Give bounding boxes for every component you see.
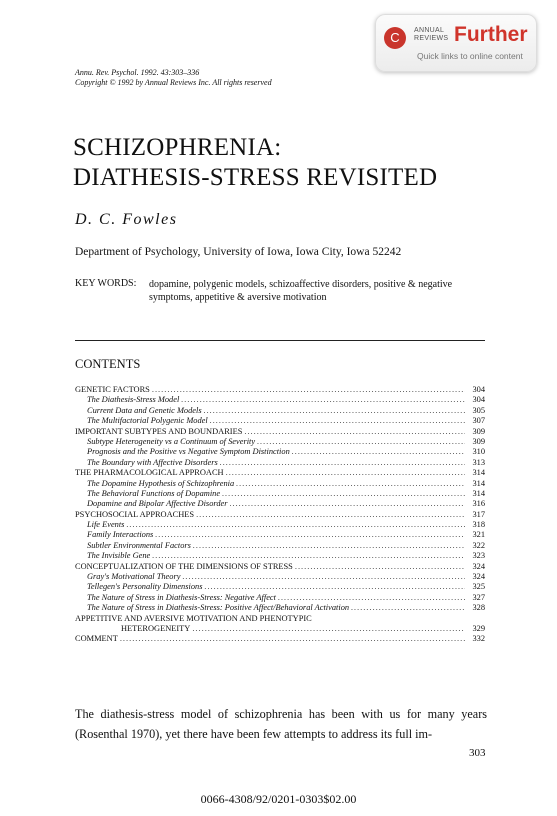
toc-entry[interactable] — [75, 499, 485, 509]
toc-entry-page: 309 — [472, 436, 485, 446]
toc-entry-title: The Nature of Stress in Diathesis-Stress: Negative Affect — [87, 592, 276, 602]
toc-entry-page: 314 — [472, 488, 485, 498]
toc-entry-page: 309 — [472, 426, 485, 436]
toc-entry[interactable] — [75, 582, 485, 592]
toc-entry[interactable] — [75, 520, 485, 530]
toc-entry-title: HETEROGENEITY — [121, 623, 191, 633]
toc-leader-dots — [230, 499, 466, 509]
toc-entry[interactable] — [75, 489, 485, 499]
toc-entry[interactable] — [75, 395, 485, 405]
toc-leader-dots — [152, 551, 465, 561]
toc-entry-title: Subtype Heterogeneity vs a Continuum of Severity — [87, 436, 256, 446]
toc-entry-title: IMPORTANT SUBTYPES AND BOUNDARIES — [75, 426, 243, 436]
author-affiliation: Department of Psychology, University of Iowa, Iowa City, Iowa 52242 — [75, 246, 402, 258]
toc-entry-title: THE PHARMACOLOGICAL APPROACH — [75, 468, 224, 478]
toc-entry-title: Prognosis and the Positive vs Negative Symptom Distinction — [87, 447, 290, 457]
toc-entry[interactable] — [75, 468, 485, 478]
toc-leader-dots — [120, 634, 465, 644]
author-name: D. C. Fowles — [75, 211, 178, 228]
toc-leader-dots — [244, 427, 465, 437]
annual-reviews-logo-icon: C — [384, 27, 406, 49]
toc-entry-page: 321 — [472, 530, 485, 540]
keywords-label: KEY WORDS: — [75, 278, 137, 289]
toc-entry-page: 322 — [472, 540, 485, 550]
toc-entry-title: The Boundary with Affective Disorders — [87, 457, 218, 467]
toc-leader-dots — [222, 489, 465, 499]
toc-entry[interactable] — [75, 479, 485, 489]
toc-entry[interactable] — [75, 593, 485, 603]
toc-leader-dots — [292, 447, 465, 457]
toc-leader-dots — [182, 572, 465, 582]
toc-leader-dots — [155, 530, 465, 540]
toc-entry-page: 305 — [472, 405, 485, 415]
toc-entry-title: Family Interactions — [87, 530, 154, 540]
toc-entry[interactable] — [75, 458, 485, 468]
page-number: 303 — [469, 747, 486, 759]
section-divider — [75, 340, 485, 341]
banner-reviews-text: REVIEWS — [414, 35, 449, 42]
toc-entry-title: CONCEPTUALIZATION OF THE DIMENSIONS OF STRESS — [75, 561, 293, 571]
toc-entry-page: 304 — [472, 384, 485, 394]
toc-leader-dots — [193, 541, 465, 551]
toc-leader-dots — [210, 416, 465, 426]
toc-leader-dots — [126, 520, 465, 530]
toc-leader-dots — [204, 582, 465, 592]
price-code: 0066-4308/92/0201-0303$02.00 — [200, 792, 357, 806]
toc-entry-title: The Dopamine Hypothesis of Schizophrenia — [87, 478, 235, 488]
toc-entry[interactable] — [75, 447, 485, 457]
toc-entry-title: APPETITIVE AND AVERSIVE MOTIVATION AND PHENOTYPIC — [75, 613, 312, 623]
toc-entry[interactable] — [75, 530, 485, 540]
annual-reviews-further-banner[interactable] — [375, 14, 537, 72]
toc-leader-dots — [236, 479, 465, 489]
toc-entry-page: 316 — [472, 499, 485, 509]
toc-entry[interactable] — [75, 572, 485, 582]
toc-leader-dots — [257, 437, 465, 447]
contents-heading: CONTENTS — [75, 357, 141, 371]
toc-entry[interactable] — [75, 385, 485, 395]
keywords-text: dopamine, polygenic models, schizoaffective disorders, positive & negative symptoms, appetitive & aversive motivation — [149, 279, 453, 303]
toc-entry[interactable] — [75, 614, 485, 624]
toc-entry-page: 317 — [472, 509, 485, 519]
toc-entry-title: Life Events — [87, 520, 125, 530]
toc-entry[interactable] — [75, 624, 485, 634]
article-title-line-1: SCHIZOPHRENIA: — [73, 134, 282, 161]
toc-entry-page: 323 — [472, 551, 485, 561]
toc-entry[interactable] — [75, 406, 485, 416]
toc-entry-page: 325 — [472, 582, 485, 592]
toc-entry[interactable] — [75, 416, 485, 426]
toc-leader-dots — [152, 385, 465, 395]
toc-entry-title: The Nature of Stress in Diathesis-Stress: Positive Affect/Behavioral Activation — [87, 603, 350, 613]
toc-entry-title: Gray's Motivational Theory — [87, 572, 181, 582]
toc-leader-dots — [226, 468, 465, 478]
toc-entry-title: The Invisible Gene — [87, 551, 151, 561]
toc-leader-dots — [192, 624, 465, 634]
toc-leader-dots — [351, 603, 465, 613]
article-title-line-2: DIATHESIS-STRESS REVISITED — [73, 164, 438, 191]
toc-entry-title: Tellegen's Personality Dimensions — [87, 582, 203, 592]
toc-entry[interactable] — [75, 541, 485, 551]
toc-entry-title: GENETIC FACTORS — [75, 384, 150, 394]
toc-entry[interactable] — [75, 427, 485, 437]
toc-entry[interactable] — [75, 603, 485, 613]
toc-entry-page: 327 — [472, 592, 485, 602]
toc-entry-title: The Multifactorial Polygenic Model — [87, 416, 208, 426]
copyright-line: Copyright © 1992 by Annual Reviews Inc. All rights reserved — [75, 78, 272, 87]
toc-leader-dots — [196, 510, 465, 520]
toc-leader-dots — [295, 562, 465, 572]
toc-leader-dots — [278, 593, 465, 603]
banner-further-text: Further — [454, 23, 528, 46]
toc-leader-dots — [204, 406, 465, 416]
toc-entry-title: Current Data and Genetic Models — [87, 405, 202, 415]
toc-entry-page: 324 — [472, 561, 485, 571]
table-of-contents — [75, 385, 485, 645]
toc-entry[interactable] — [75, 634, 485, 644]
toc-entry-title: The Diathesis-Stress Model — [87, 395, 180, 405]
banner-annual-text: ANNUAL — [414, 27, 445, 34]
toc-entry-page: 314 — [472, 468, 485, 478]
toc-entry-page: 313 — [472, 457, 485, 467]
body-paragraph: The diathesis-stress model of schizophrenia has been with us for many years (Rosenthal 1970), yet there have been few attempts to address its full im- — [75, 707, 487, 741]
toc-entry-page: 318 — [472, 520, 485, 530]
annual-reviews-wordmark — [414, 27, 448, 43]
toc-entry-title: Subtler Environmental Factors — [87, 540, 191, 550]
toc-entry-page: 329 — [472, 623, 485, 633]
toc-entry-page: 304 — [472, 395, 485, 405]
toc-leader-dots — [220, 458, 465, 468]
toc-entry-title: PSYCHOSOCIAL APPROACHES — [75, 509, 195, 519]
toc-entry-page: 332 — [472, 634, 485, 644]
toc-entry-title: Dopamine and Bipolar Affective Disorder — [87, 499, 228, 509]
toc-entry-page: 314 — [472, 478, 485, 488]
toc-entry-page: 328 — [472, 603, 485, 613]
toc-entry[interactable] — [75, 551, 485, 561]
journal-citation: Annu. Rev. Psychol. 1992. 43:303–336 — [75, 68, 200, 77]
toc-leader-dots — [181, 395, 465, 405]
toc-entry[interactable] — [75, 437, 485, 447]
toc-entry[interactable] — [75, 562, 485, 572]
toc-entry[interactable] — [75, 510, 485, 520]
toc-entry-page: 310 — [472, 447, 485, 457]
banner-quicklinks-text: Quick links to online content — [417, 51, 523, 61]
toc-entry-page: 324 — [472, 572, 485, 582]
toc-entry-title: The Behavioral Functions of Dopamine — [87, 488, 221, 498]
toc-entry-page: 307 — [472, 416, 485, 426]
toc-entry-title: COMMENT — [75, 634, 118, 644]
